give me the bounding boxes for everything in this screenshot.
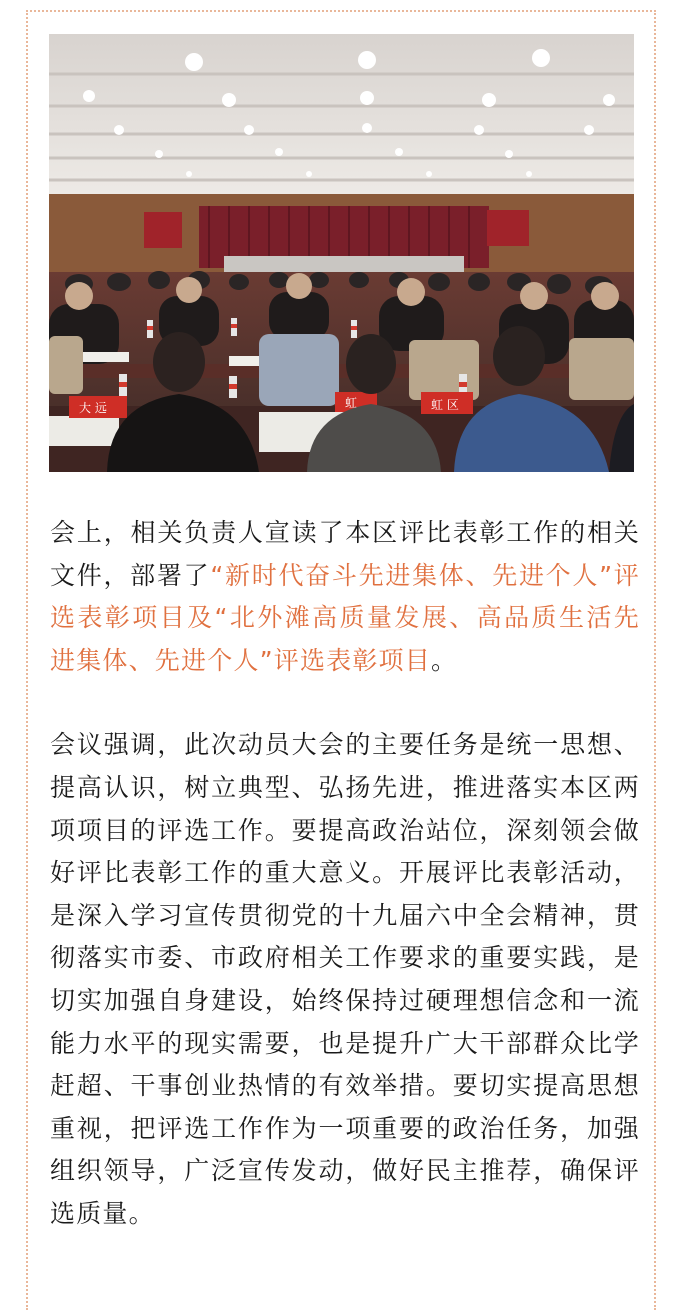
paragraph-1: [50, 512, 640, 682]
meeting-photo: [49, 34, 634, 472]
nameplate-1: 大 远: [79, 401, 107, 415]
paragraph-2: 会议强调，此次动员大会的主要任务是统一思想、提高认识，树立典型、弘扬先进，推进落实本区两项项目的评选工作。要提高政治站位，深刻领会做好评比表彰工作的重大意义。开展评比表彰活动，是深入学习宣传贯彻党的十九届六中全会精神，贯彻落实市委、市政府相关工作要求的重要实践，是切实加强自身建设，始终保持过硬理想信念和一流能力水平的现实需要，也是提升广大干部群众比学赶超、干事创业热情的有效举措。要切实提高思想重视，把评选工作作为一项重要的政治任务，加强组织领导，广泛宣传发动，做好民主推荐，确保评选质量。: [50, 730, 640, 1228]
nameplate-2: 虹: [345, 396, 358, 410]
nameplate-3: 虹 区: [431, 398, 459, 412]
article-body: [50, 512, 640, 1236]
paragraph-1-lead: 会上，相关负责人宣读了本区评比表彰工作的相关文件，部署了: [50, 518, 640, 590]
paragraph-1-highlight: “新时代奋斗先进集体、先进个人”评选表彰项目及“北外滩高质量发展、高品质生活先进集体、先进个人”评选表彰项目: [50, 560, 641, 675]
paragraph-1-end: 。: [430, 645, 458, 675]
